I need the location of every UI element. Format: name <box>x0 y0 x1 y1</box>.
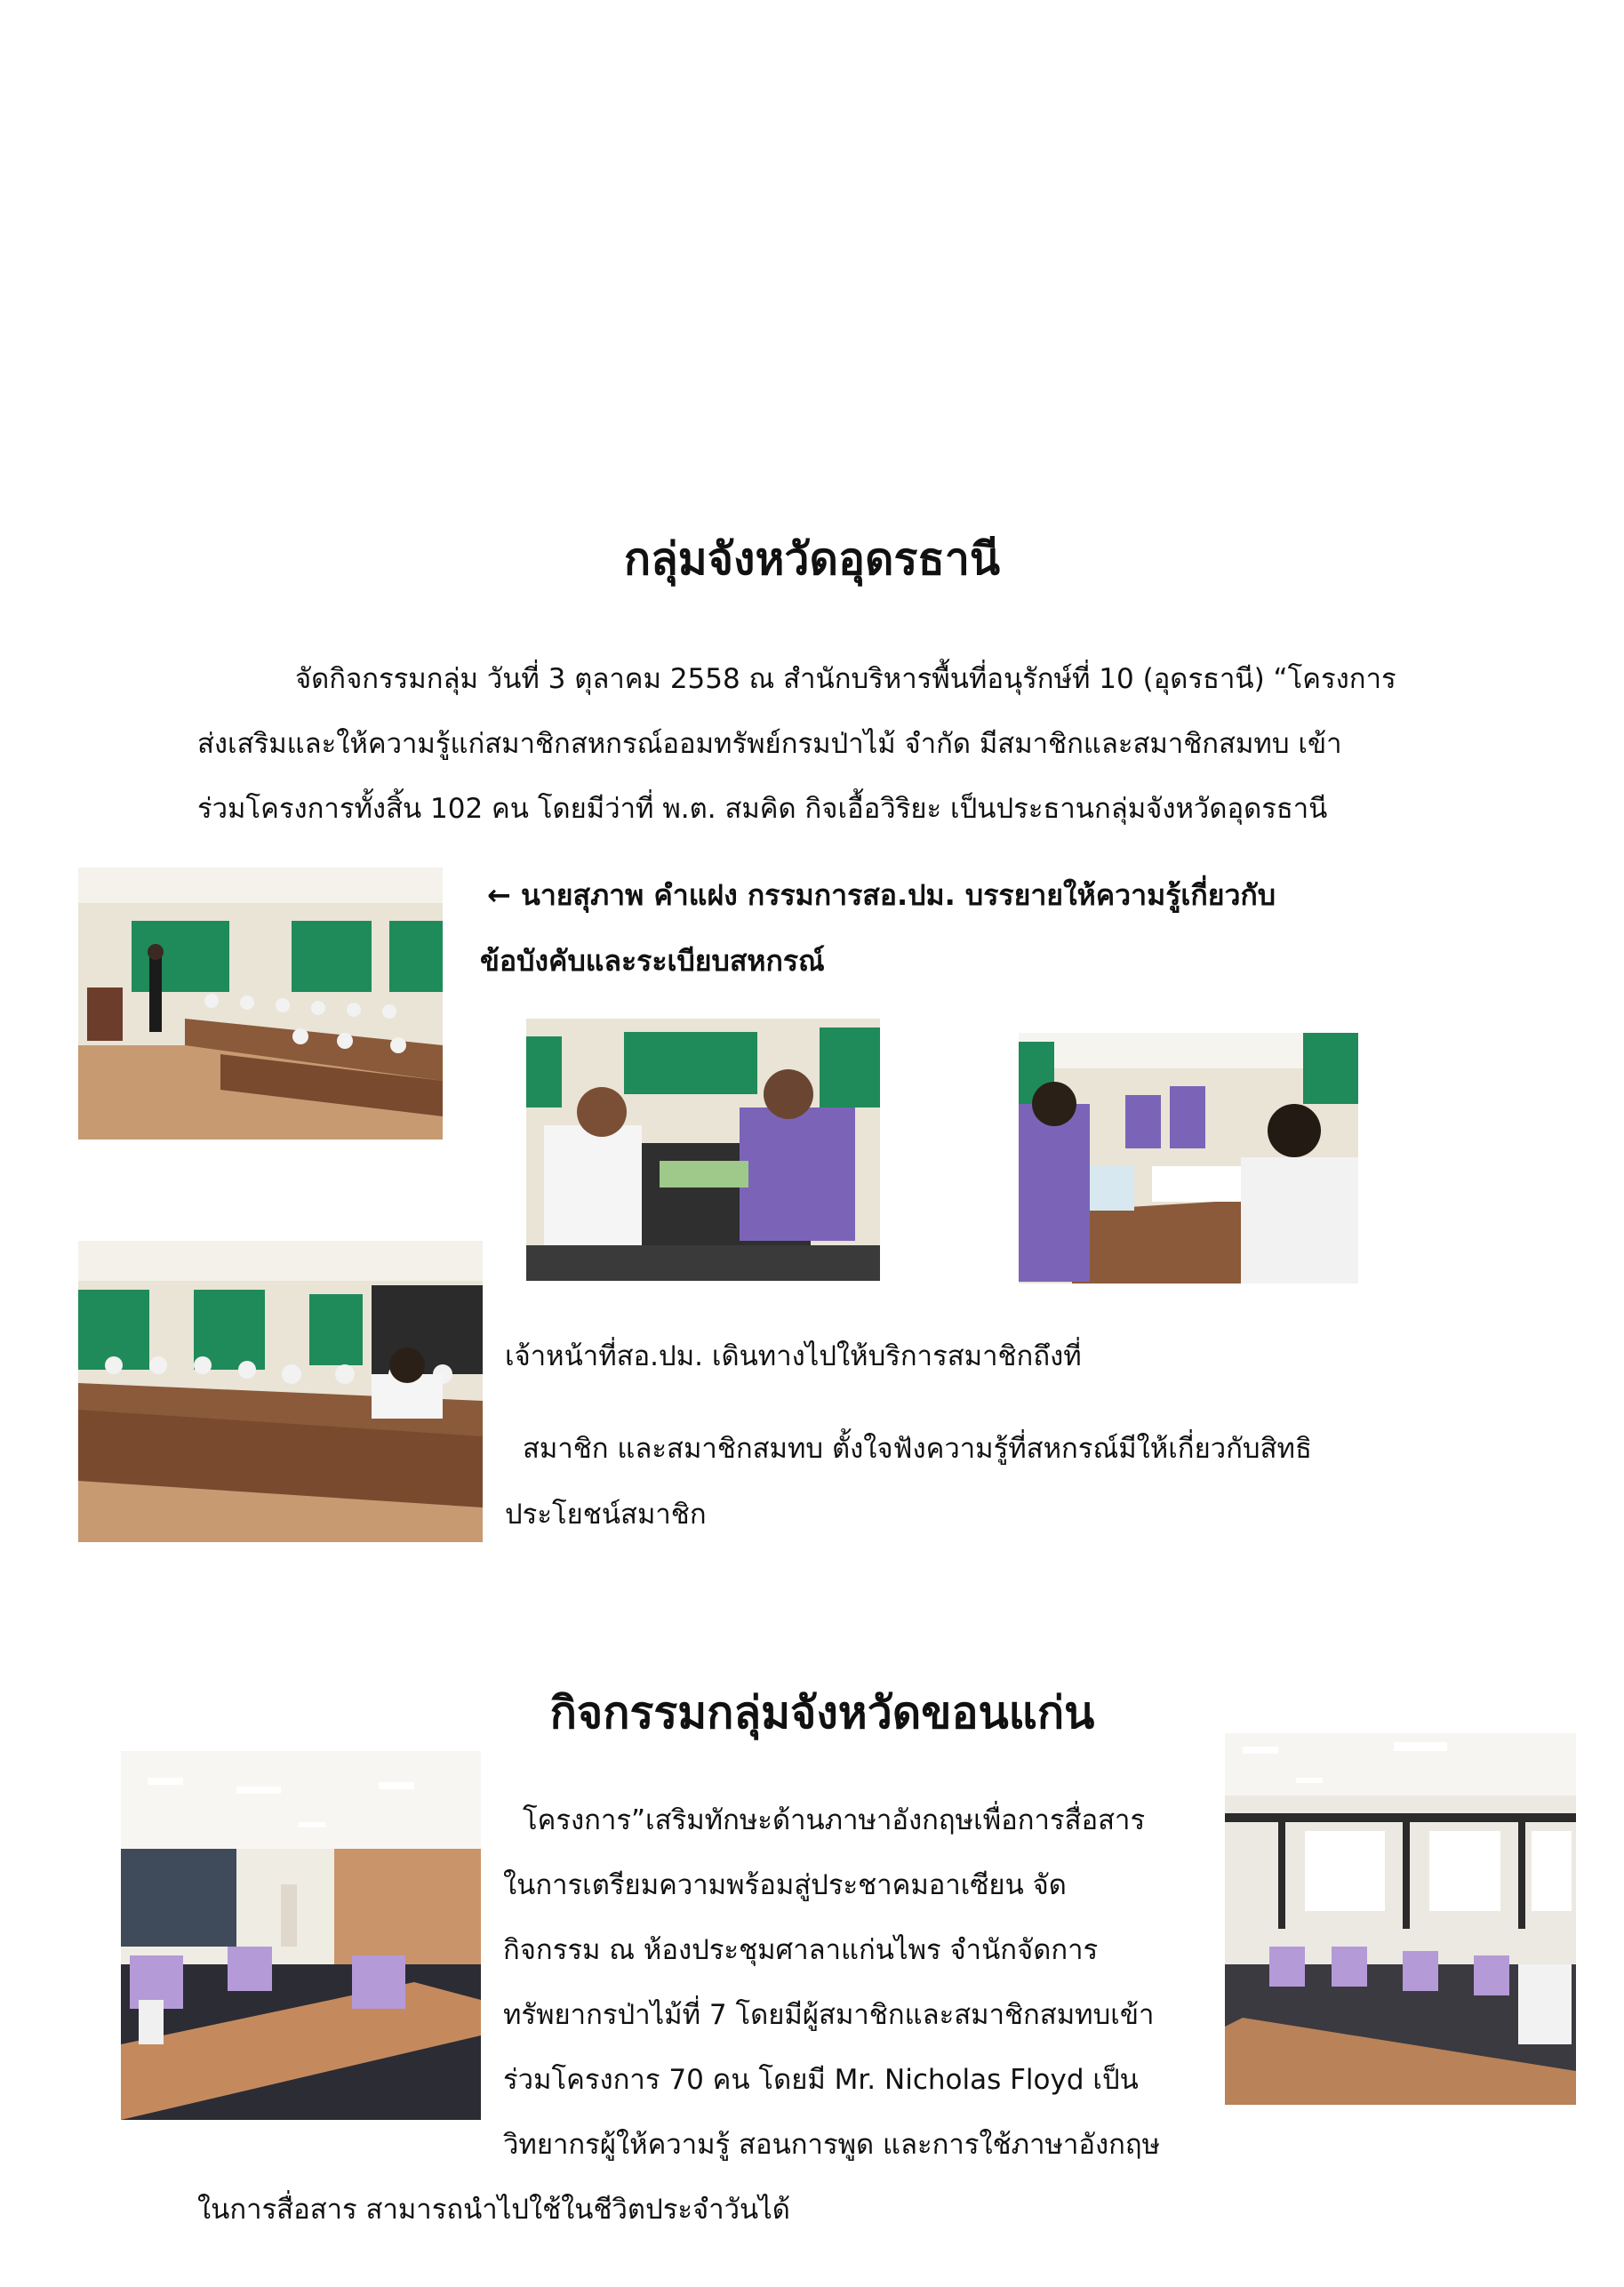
photo-members-seated <box>78 1241 483 1542</box>
caption-speaker-line1: นายสุภาพ คำแฝง กรรมการสอ.ปม. บรรยายให้ความรู้เกี่ยวกับ <box>520 878 1276 912</box>
khonkaen-paragraph-line: วิทยากรผู้ให้ความรู้ สอนการพูด และการใช้ภาษาอังกฤษ <box>503 2129 1161 2161</box>
arrow-left-icon: ← <box>487 878 511 912</box>
caption-speaker-line2: ข้อบังคับและระเบียบสหกรณ์ <box>480 944 825 978</box>
caption-staff: เจ้าหน้าที่สอ.ปม. เดินทางไปให้บริการสมาชิกถึงที่ <box>505 1340 1082 1372</box>
khonkaen-paragraph-line: ทรัพยากรป่าไม้ที่ 7 โดยมีผู้สมาชิกและสมาชิกสมทบเข้า <box>503 1999 1155 2031</box>
photo-service-desk <box>526 1019 880 1281</box>
khonkaen-paragraph-line: โครงการ”เสริมทักษะด้านภาษาอังกฤษเพื่อการสื่อสาร <box>523 1804 1146 1836</box>
section-title-udon: กลุ่มจังหวัดอุดรธานี <box>623 533 1001 585</box>
caption-members-line2: ประโยชน์สมาชิก <box>505 1499 707 1531</box>
caption-members-line1: สมาชิก และสมาชิกสมทบ ตั้งใจฟังความรู้ที่สหกรณ์มีให้เกี่ยวกับสิทธิ <box>523 1433 1312 1465</box>
photo-khonkaen-meeting-left <box>121 1751 481 2120</box>
udon-paragraph-line: ร่วมโครงการทั้งสิ้น 102 คน โดยมีว่าที่ พ.ต. สมคิด กิจเอื้อวิริยะ เป็นประธานกลุ่มจังหวัดอุดรธานี <box>197 793 1328 825</box>
caption-speaker <box>487 873 1276 918</box>
udon-paragraph-line: จัดกิจกรรมกลุ่ม วันที่ 3 ตุลาคม 2558 ณ สำนักบริหารพื้นที่อนุรักษ์ที่ 10 (อุดรธานี) “โครงการ <box>295 663 1396 695</box>
khonkaen-paragraph <box>503 1788 1160 2178</box>
khonkaen-paragraph-line: ในการเตรียมความพร้อมสู่ประชาคมอาเซียน จัด <box>503 1869 1067 1901</box>
photo-khonkaen-meeting-right <box>1225 1733 1576 2105</box>
udon-paragraph-line: ส่งเสริมและให้ความรู้แก่สมาชิกสหกรณ์ออมทรัพย์กรมป่าไม้ จำกัด มีสมาชิกและสมาชิกสมทบ เข้า <box>197 728 1342 760</box>
khonkaen-paragraph-last <box>197 2178 790 2243</box>
khonkaen-paragraph-line: ในการสื่อสาร สามารถนำไปใช้ในชีวิตประจำวันได้ <box>197 2194 790 2226</box>
photo-lecture-speaker <box>78 868 443 1140</box>
khonkaen-paragraph-line: ร่วมโครงการ 70 คน โดยมี Mr. Nicholas Floyd เป็น <box>503 2064 1139 2096</box>
khonkaen-paragraph-line: กิจกรรม ณ ห้องประชุมศาลาแก่นไพร จำนักจัดการ <box>503 1934 1099 1966</box>
photo-group-table <box>1019 1033 1358 1283</box>
udon-paragraph <box>197 647 1396 842</box>
section-title-khonkaen: กิจกรรมกลุ่มจังหวัดขอนแก่น <box>549 1687 1095 1739</box>
